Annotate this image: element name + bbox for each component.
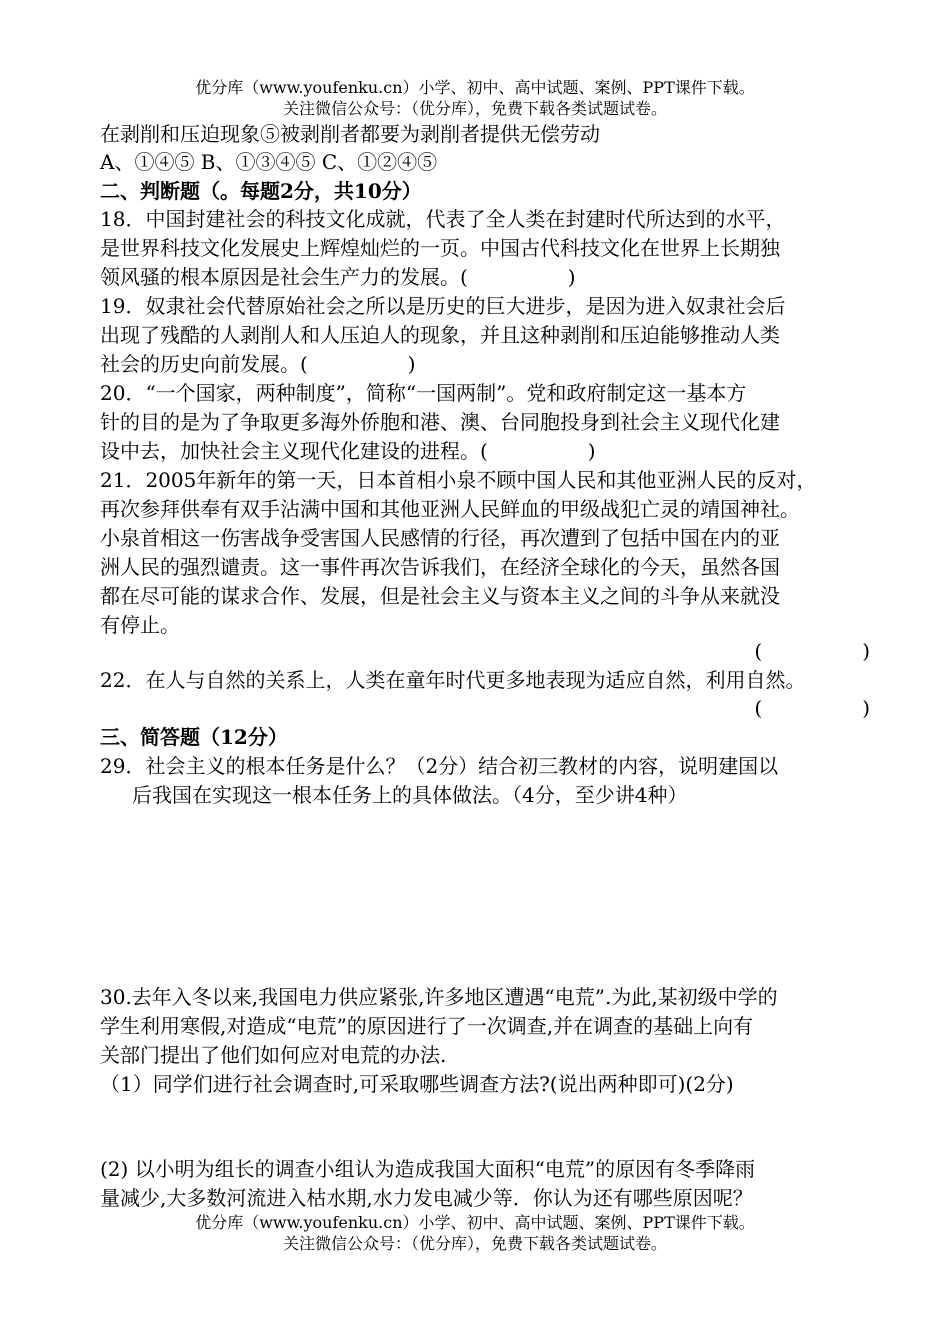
q22-line: 22．在人与自然的关系上，人类在童年时代更多地表现为适应自然，利用自然。 [100,668,806,692]
section-3-heading: 三、简答题（12分） [100,725,288,749]
header-line-1: 优分库（www.youfenku.cn）小学、初中、高中试题、案例、PPT课件下载。 [195,78,755,97]
q29-line-2: 后我国在实现这一根本任务上的具体做法。（4分，至少讲4种） [132,783,688,807]
q21-line-3: 小泉首相这一伤害战争受害国人民感情的行径，再次遭到了包括中国在内的亚 [100,526,780,550]
q19-line-1: 19．奴隶社会代替原始社会之所以是历史的巨大进步，是因为进入奴隶社会后 [100,294,786,318]
q21-line-1: 21．2005年新年的第一天，日本首相小泉不顾中国人民和其他亚洲人民的反对， [100,468,817,492]
q30-line-1: 30.去年入冬以来,我国电力供应紧张,许多地区遭遇“电荒”.为此,某初级中学的 [100,985,778,1009]
q30-line-3: 关部门提出了他们如何应对电荒的办法. [100,1043,447,1067]
header-line-2: 关注微信公众号：（优分库），免费下载各类试题试卷。 [282,99,667,118]
q20-line-1: 20．“一个国家，两种制度”，简称“一国两制”。党和政府制定这一基本方 [100,381,747,405]
q29-line-1: 29．社会主义的根本任务是什么？（2分）结合初三教材的内容，说明建国以 [100,754,779,778]
q18-line-1: 18．中国封建社会的科技文化成就，代表了全人类在封建时代所达到的水平， [100,207,786,231]
q30-line-2: 学生利用寒假,对造成“电荒”的原因进行了一次调查,并在调查的基础上向有 [100,1014,754,1038]
q21-line-4: 洲人民的强烈谴责。这一事件再次告诉我们，在经济全球化的今天，虽然各国 [100,555,780,579]
q18-line-3: 领风骚的根本原因是社会生产力的发展。( ) [100,265,576,289]
q30-part-2-line-1: (2) 以小明为组长的调查小组认为造成我国大面积“电荒”的原因有冬季降雨 [100,1157,756,1181]
section-2-heading: 二、判断题（。每题2分，共10分） [100,179,422,203]
q21-line-2: 再次参拜供奉有双手沾满中国和其他亚洲人民鲜血的甲级战犯亡灵的靖国神社。 [100,497,800,521]
q21-answer-paren: ( ) [754,639,870,663]
q21-line-6: 有停止。 [100,613,180,637]
q21-line-5: 都在尽可能的谋求合作、发展，但是社会主义与资本主义之间的斗争从来就没 [100,584,780,608]
q19-line-3: 社会的历史向前发展。( ) [100,352,416,376]
q17-continuation: 在剥削和压迫现象⑤被剥削者都要为剥削者提供无偿劳动 [100,122,600,146]
footer-line-2: 关注微信公众号：（优分库），免费下载各类试题试卷。 [282,1234,667,1253]
q18-line-2: 是世界科技文化发展史上辉煌灿烂的一页。中国古代科技文化在世界上长期独 [100,236,780,260]
q19-line-2: 出现了残酷的人剥削人和人压迫人的现象，并且这种剥削和压迫能够推动人类 [100,323,780,347]
q22-answer-paren: ( ) [754,696,870,720]
q20-line-2: 针的目的是为了争取更多海外侨胞和港、澳、台同胞投身到社会主义现代化建 [100,410,780,434]
q17-options: A、①④⑤ B、①③④⑤ C、①②④⑤ [100,150,438,174]
footer-line-1: 优分库（www.youfenku.cn）小学、初中、高中试题、案例、PPT课件下载。 [195,1213,755,1232]
q20-line-3: 设中去，加快社会主义现代化建设的进程。( ) [100,439,596,463]
q30-part-2-line-2: 量减少,大多数河流进入枯水期,水力发电减少等．你认为还有哪些原因呢？ [100,1186,753,1210]
q30-part-1: （1）同学们进行社会调查时,可采取哪些调查方法?(说出两种即可)(2分) [100,1072,734,1096]
